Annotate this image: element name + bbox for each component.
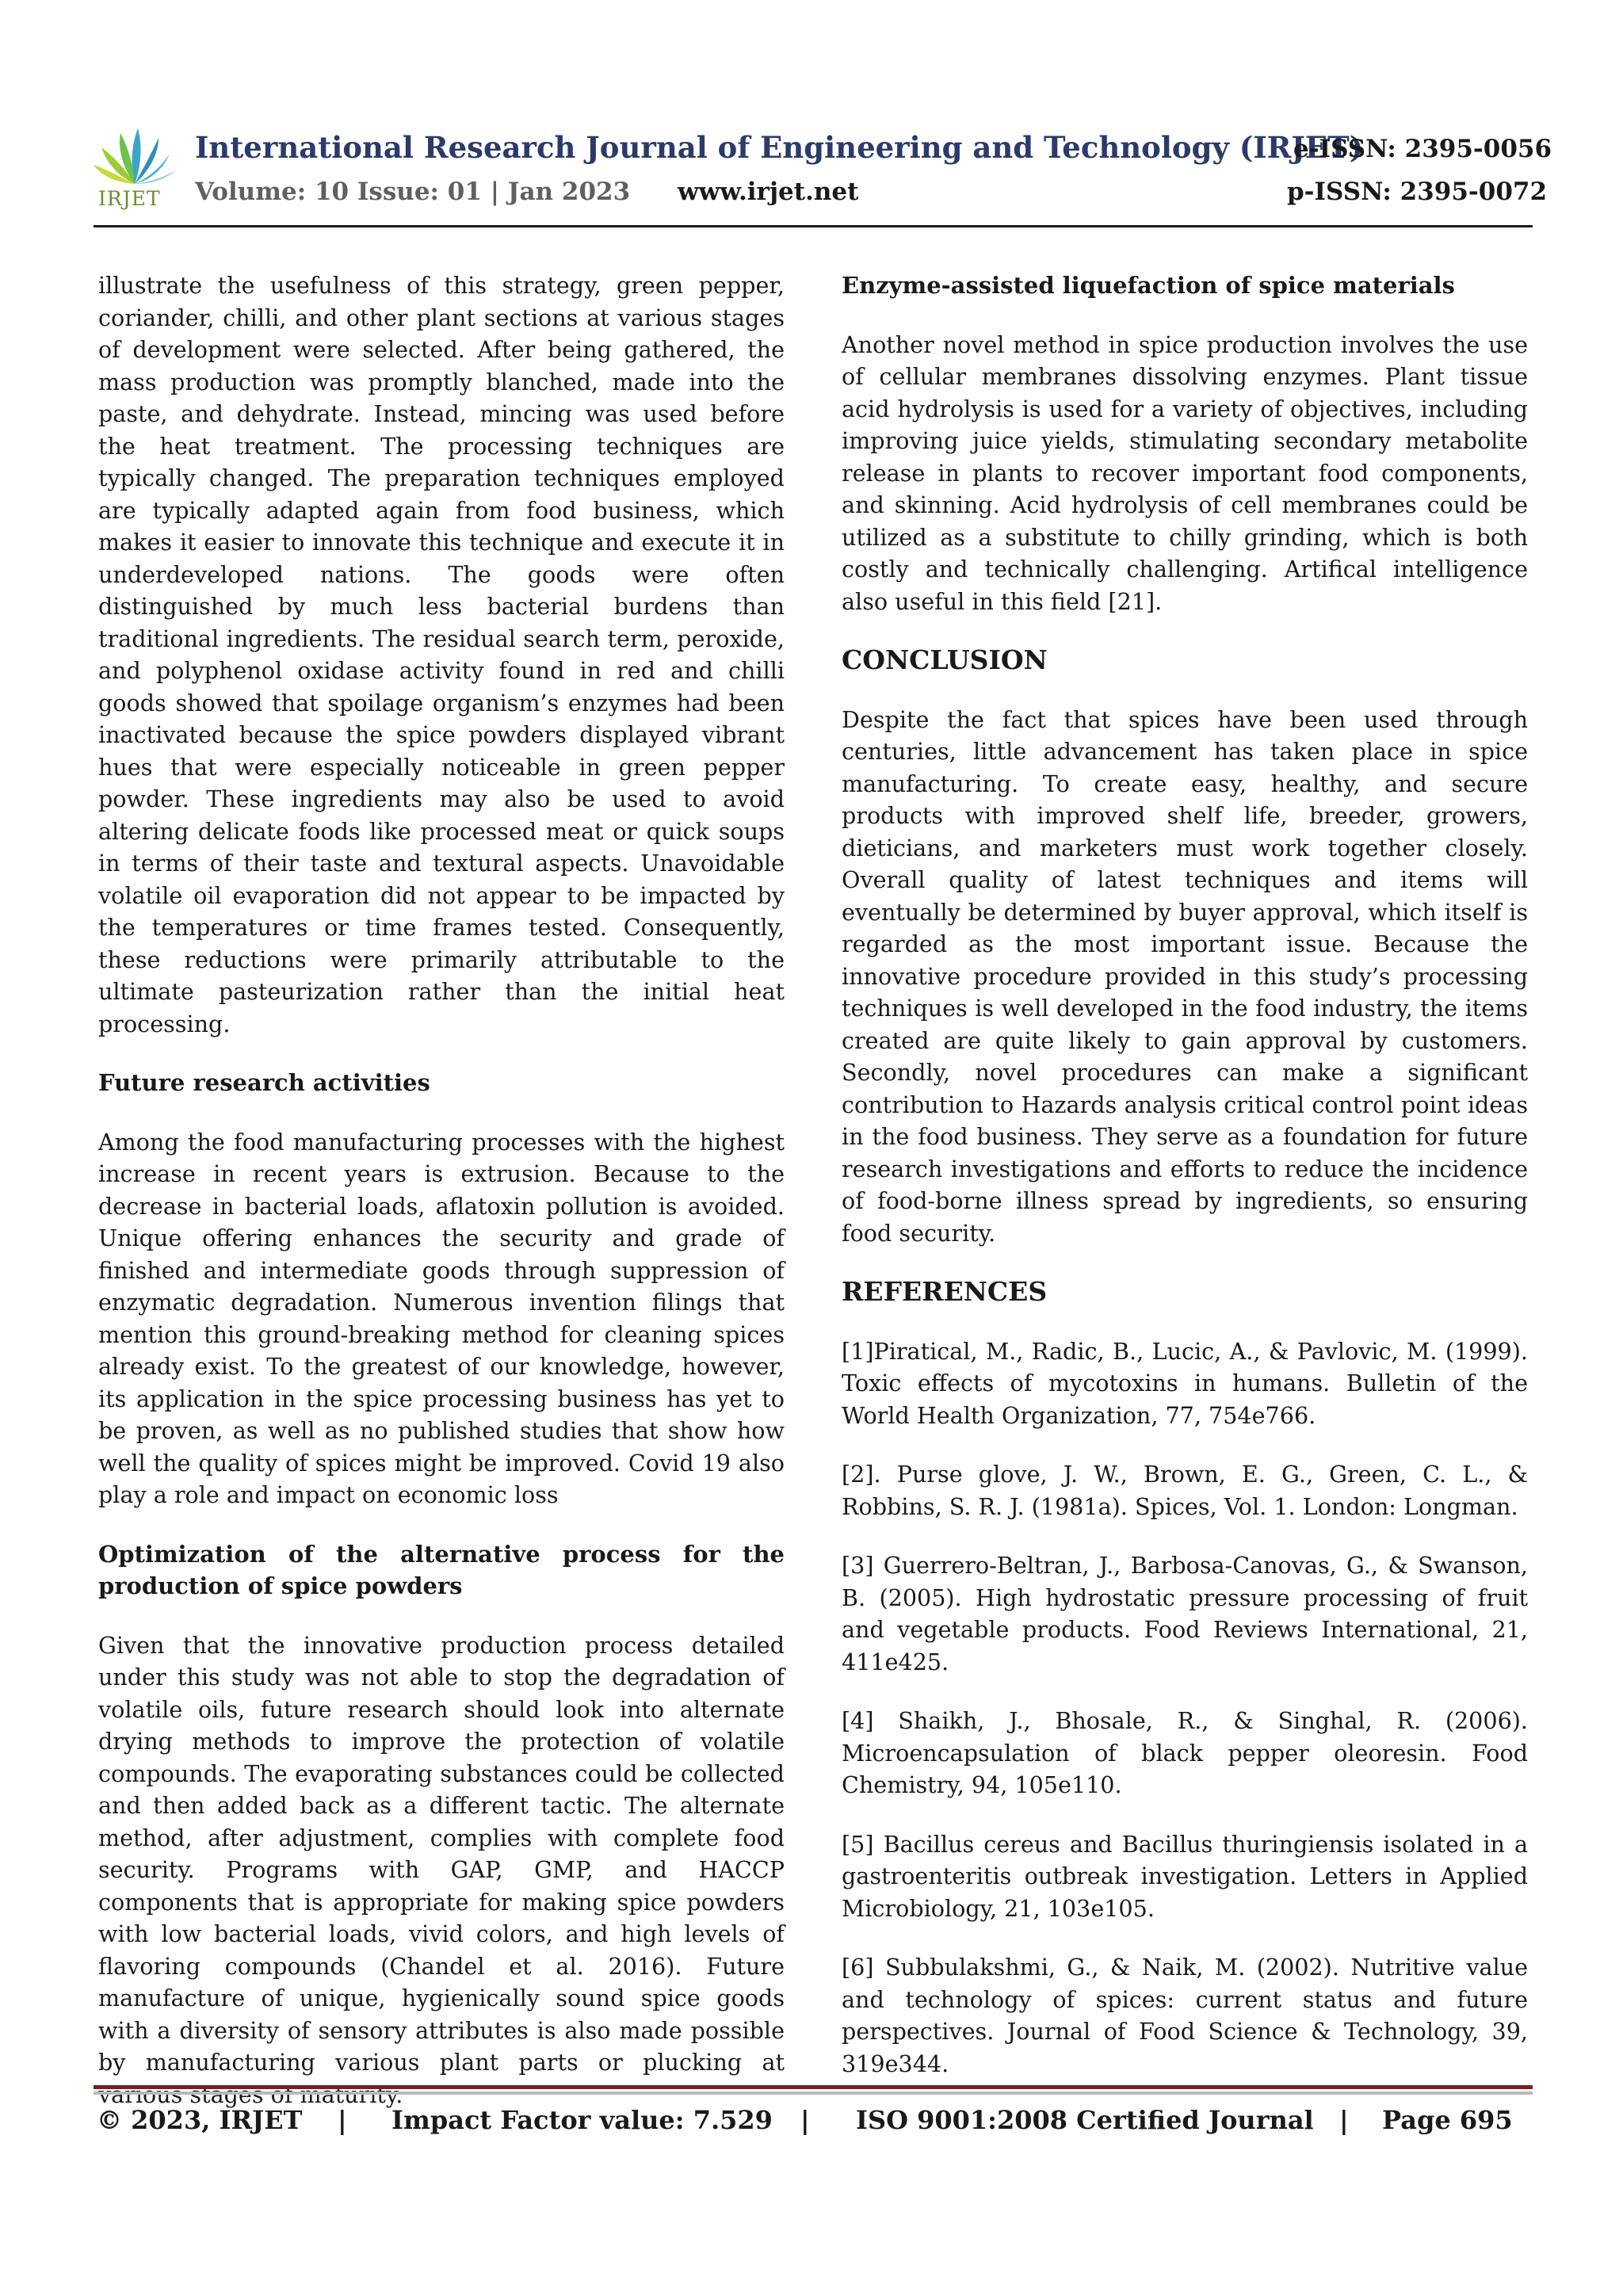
footer-separator: |: [800, 2105, 810, 2135]
e-issn: e-ISSN: 2395-0056: [1293, 135, 1552, 163]
references-heading: REFERENCES: [842, 1276, 1048, 1307]
reference-item: [6] Subbulakshmi, G., & Naik, M. (2002). Nutritive value and technology of spices: current status and future perspectives. Journal of Food Science & Technology, 39, 319e344.: [842, 1954, 1528, 2077]
reference-item: [4] Shaikh, J., Bhosale, R., & Singhal, R. (2006). Microencapsulation of black pepper oleoresin. Food Chemistry, 94, 105e110.: [842, 1707, 1528, 1798]
footer-copyright: © 2023, IRJET: [97, 2105, 303, 2135]
website-link[interactable]: www.irjet.net: [678, 178, 859, 206]
journal-title: International Research Journal of Engineering and Technology (IRJET): [195, 130, 1364, 165]
footer-impact-factor: Impact Factor value: 7.529: [391, 2105, 773, 2135]
reference-item: [3] Guerrero-Beltran, J., Barbosa-Canovas, G., & Swanson, B. (2005). High hydrostatic pressure processing of fruit and vegetable products. Food Reviews International, 21, 411e425.: [842, 1552, 1528, 1675]
optimization-paragraph: Given that the innovative production process detailed under this study was not able to stop the degradation of volatile oils, future research should look into alternate drying methods to improve the protection of volatile compounds. The evaporating substances could be collected and then added back as a different tactic. The alternate method, after adjustment, complies with complete food security. Programs with GAP, GMP, and HACCP components that is appropriate for making spice powders with low bacterial loads, vivid colors, and high levels of flavoring compounds (Chandel et al. 2016). Future manufacture of unique, hygienically sound spice goods with a diversity of sensory attributes is also made possible by manufacturing various plant parts or plucking at: [98, 1631, 785, 2076]
intro-paragraph: illustrate the usefulness of this strategy, green pepper, coriander, chilli, and other plant sections at various stages of development were selected. After being gathered, the mass production was promptly blanched, made into the paste, and dehydrate. Instead, mincing was used before the heat treatment. The processing techniques are typically changed. The preparation techniques employed are typically adapted again from food business, which makes it easier to innovate this technique and execute it in underdeveloped nations. The goods were often distinguished by much less bacterial burdens than traditional ingredients. The residual search term, peroxide, and polyphenol oxidase activity found in red and chilli goods showed that spoilage organism’s enzymes had been inactivated because the spice powders displayed vibrant hues that were especially noticeable in green pepper powder. These ingredients may also be used to avoid altering delicate foods like processed meat or quick soups in terms of their taste and textural aspects. Unavoidable volatile oil evaporation did not appear to be impacted by the temperatures or time frames tested. Consequently, these reductions were primarily attributable to the ultimate pasteurization rather than the initial heat processing.: [98, 272, 785, 1037]
reference-item: [1]Piratical, M., Radic, B., Lucic, A., & Pavlovic, M. (1999). Toxic effects of mycotoxins in humans. Bulletin of the World Health Organization, 77, 754e766.: [842, 1337, 1528, 1429]
footer-separator: |: [338, 2105, 347, 2135]
enzyme-paragraph: Another novel method in spice production involves the use of cellular membranes dissolving enzymes. Plant tissue acid hydrolysis is used for a variety of objectives, including improving juice yields, stimulating secondary metabolite release in plants to recover important food components, and skinning. Acid hydrolysis of cell membranes could be utilized as a substitute to chilly grinding, which is both costly and technically challenging. Artifical intelligence also useful in this field [21].: [842, 330, 1528, 615]
logo-text: IRJET: [98, 187, 161, 210]
reference-item: [5] Bacillus cereus and Bacillus thuringiensis isolated in a gastroenteritis outbreak investigation. Letters in Applied Microbiology, 21, 103e105.: [842, 1830, 1528, 1922]
future-research-heading: Future research activities: [98, 1069, 430, 1096]
future-research-paragraph: Among the food manufacturing processes with the highest increase in recent years is extrusion. Because to the decrease in bacterial loads, aflatoxin pollution is avoided. Unique offering enhances the security and grade of finished and intermediate goods through suppression of enzymatic degradation. Numerous invention filings that mention this ground-breaking method for cleaning spices already exist. To the greatest of our knowledge, however, its application in the spice processing business has yet to be proven, as well as no published studies that show how well the quality of spices might be improved. Covid 19 also play a role and impact on economic loss: [98, 1128, 785, 1508]
enzyme-heading: Enzyme-assisted liquefaction of spice materials: [842, 272, 1455, 299]
left-column: [98, 269, 785, 2111]
optimization-heading: Optimization of the alternative process for the production of spice powders: [98, 1540, 785, 1599]
conclusion-heading: CONCLUSION: [842, 644, 1048, 675]
right-column: [842, 269, 1528, 2080]
journal-header: [94, 119, 1552, 230]
page-footer: [97, 2105, 1515, 2145]
header-divider: [94, 225, 1533, 227]
footer-separator: |: [1339, 2105, 1349, 2135]
footer-divider-dark: [94, 2085, 1533, 2089]
footer-iso: ISO 9001:2008 Certified Journal: [856, 2105, 1314, 2135]
reference-item: [2]. Purse glove, J. W., Brown, E. G., Green, C. L., & Robbins, S. R. J. (1981a). Spices, Vol. 1. London: Longman.: [842, 1461, 1528, 1520]
footer-divider-light: [94, 2092, 1533, 2095]
conclusion-paragraph: Despite the fact that spices have been used through centuries, little advancement has taken place in spice manufacturing. To create easy, healthy, and secure products with improved shelf life, breeder, growers, dieticians, and marketers must work together closely. Overall quality of latest techniques and items will eventually be determined by buyer approval, which itself is regarded as the most important issue. Because the innovative procedure provided in this study’s processing techniques is well developed in the food industry, the items created are quite likely to gain approval by customers. Secondly, novel procedures can make a significant contribution to Hazards analysis critical control point ideas in the food business. They serve as a foundation for future research investigations and efforts to reduce the incidence of food-borne illness spread by ingredients, so ensuring food security.: [842, 705, 1528, 1247]
footer-page-number: Page 695: [1382, 2105, 1513, 2135]
volume-issue: Volume: 10 Issue: 01 | Jan 2023: [195, 178, 631, 206]
p-issn: p-ISSN: 2395-0072: [1287, 178, 1548, 206]
